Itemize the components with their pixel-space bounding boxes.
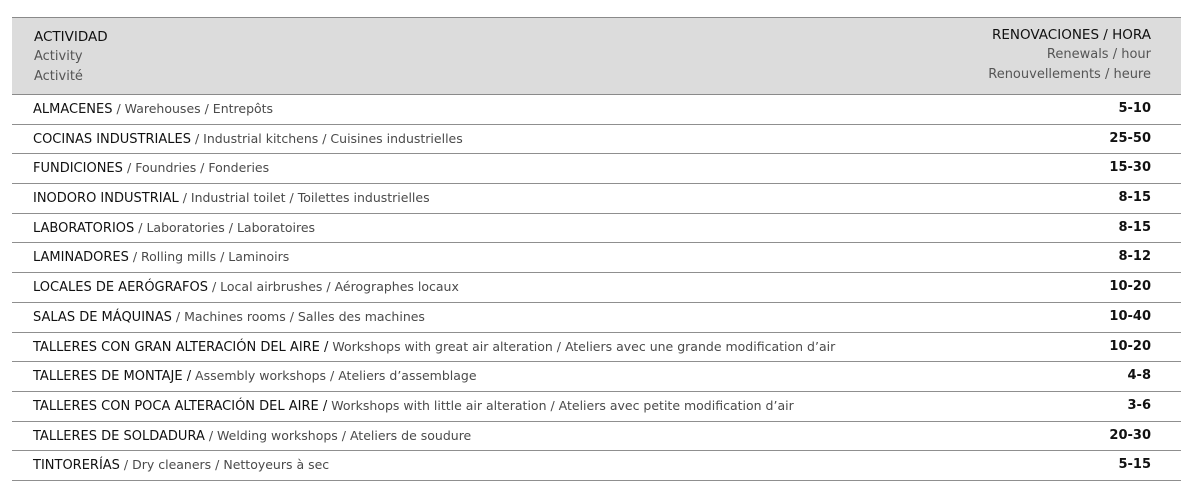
renewals-value: 10-40 <box>1109 308 1151 324</box>
activity-name-es: LAMINADORES <box>33 250 129 266</box>
activity-name-es: SALAS DE MÁQUINAS <box>33 309 172 325</box>
table-row <box>12 362 1181 392</box>
renewals-value: 8-12 <box>1118 249 1151 265</box>
renewals-header-fr: Renouvellements / heure <box>988 67 1151 82</box>
activity-header-fr: Activité <box>34 69 83 84</box>
activity-name-es: TALLERES DE SOLDADURA <box>33 428 205 444</box>
activity-header-en: Activity <box>34 49 83 64</box>
renewals-header-en: Renewals / hour <box>1046 47 1151 62</box>
activity-name-es: TALLERES CON POCA ALTERACIÓN DEL AIRE / <box>33 398 328 414</box>
activity-name-es: COCINAS INDUSTRIALES <box>33 131 191 147</box>
activity-name-translations: / Rolling mills / Laminoirs <box>128 249 290 265</box>
activity-name-es: TALLERES DE MONTAJE / <box>33 369 192 385</box>
table-row <box>12 273 1181 303</box>
activity-name <box>33 101 273 117</box>
activity-name-translations: / Laboratories / Laboratoires <box>134 219 316 235</box>
activity-header-es: ACTIVIDAD <box>34 29 108 45</box>
activity-name <box>33 398 794 414</box>
renewals-value: 15-30 <box>1109 160 1151 176</box>
activity-name <box>33 368 477 384</box>
renewals-value: 4-8 <box>1127 368 1151 384</box>
activity-column-header <box>34 27 108 87</box>
activity-name-translations: / Warehouses / Entrepôts <box>112 101 274 116</box>
renewals-value: 25-50 <box>1109 130 1151 146</box>
renewals-header-es: RENOVACIONES / HORA <box>992 27 1151 43</box>
table-row <box>12 333 1181 363</box>
table-row <box>12 303 1181 333</box>
activity-name-es: ALMACENES <box>33 102 113 117</box>
table-row <box>12 154 1181 184</box>
table-row <box>12 422 1181 452</box>
activity-name-translations: Workshops with great air alteration / Ateliers avec une grande modification d’air <box>328 338 836 354</box>
activity-name-translations: / Welding workshops / Ateliers de soudure <box>204 427 472 443</box>
activity-name <box>33 249 289 265</box>
table-row <box>12 451 1181 481</box>
activity-name <box>33 339 835 355</box>
renewals-value: 5-10 <box>1118 101 1151 116</box>
activity-name-translations: / Industrial toilet / Toilettes industrielles <box>178 190 430 206</box>
activity-name <box>33 131 463 147</box>
activity-name <box>33 457 329 473</box>
table-row <box>12 214 1181 244</box>
activity-name <box>33 160 269 176</box>
activity-name-translations: / Dry cleaners / Nettoyeurs à sec <box>119 457 330 473</box>
renewals-column-header <box>988 25 1151 85</box>
renewals-value: 8-15 <box>1118 219 1151 235</box>
renewals-value: 10-20 <box>1109 338 1151 354</box>
activity-name-es: TALLERES CON GRAN ALTERACIÓN DEL AIRE / <box>33 339 329 355</box>
activity-name-es: FUNDICIONES <box>33 161 128 177</box>
activity-name-translations: / Foundries / Fonderies <box>127 160 270 176</box>
renewals-value: 20-30 <box>1109 427 1151 443</box>
activity-name-translations: / Local airbrushes / Aérographes locaux <box>208 279 459 295</box>
activity-name-translations: Workshops with little air alteration / Ateliers avec petite modification d’air <box>327 397 794 413</box>
table-row <box>12 95 1181 125</box>
activity-name <box>33 279 459 295</box>
renewals-value: 8-15 <box>1118 190 1151 206</box>
activity-name-es: TINTORERÍAS <box>33 458 120 474</box>
renewals-value: 5-15 <box>1118 457 1151 473</box>
activity-name <box>33 309 425 325</box>
activity-name-translations: / Machines rooms / Salles des machines <box>171 308 425 324</box>
renewals-value: 10-20 <box>1109 279 1151 295</box>
table-row <box>12 184 1181 214</box>
activity-name-es: LABORATORIOS <box>33 220 135 236</box>
table-row <box>12 125 1181 155</box>
activity-name <box>33 428 471 444</box>
ventilation-table <box>12 17 1181 481</box>
table-row <box>12 392 1181 422</box>
table-row <box>12 243 1181 273</box>
activity-name-es: LOCALES DE AERÓGRAFOS <box>33 280 208 296</box>
activity-name-es: INODORO INDUSTRIAL <box>33 191 179 207</box>
table-header <box>12 17 1181 95</box>
activity-name-translations: / Industrial kitchens / Cuisines industrielles <box>190 130 463 146</box>
renewals-value: 3-6 <box>1127 397 1151 413</box>
activity-name <box>33 220 315 236</box>
activity-name-translations: Assembly workshops / Ateliers d’assemblage <box>191 368 477 384</box>
activity-name <box>33 190 430 206</box>
